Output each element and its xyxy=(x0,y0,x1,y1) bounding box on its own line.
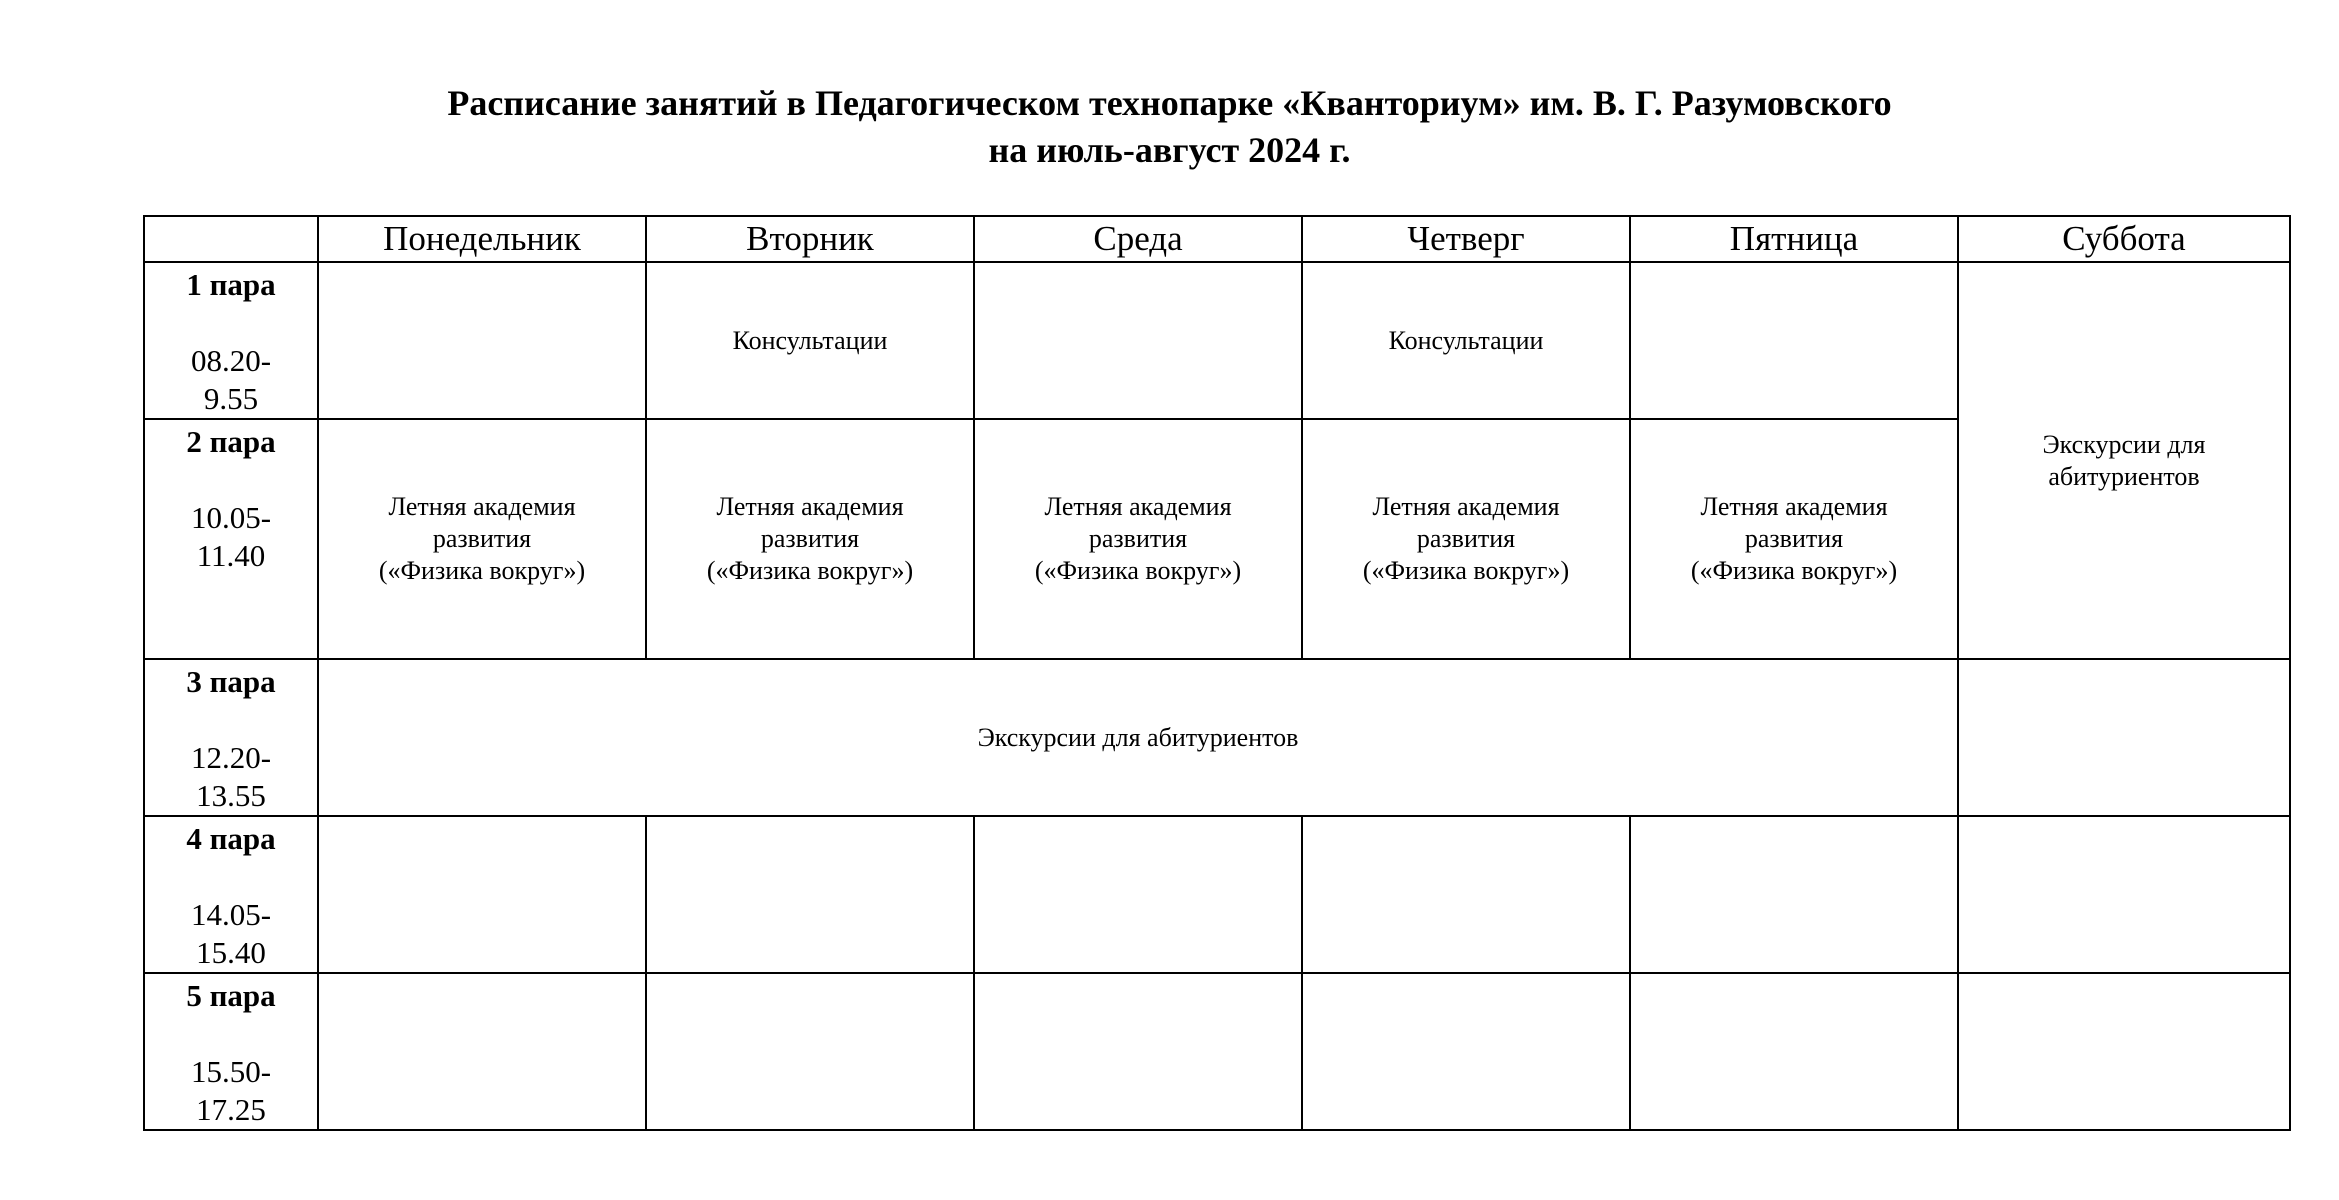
period-name: 3 пара xyxy=(186,664,276,699)
day-header-wednesday: Среда xyxy=(974,216,1302,262)
slot-mon-4 xyxy=(318,816,646,973)
slot-wed-2: Летняя академия развития («Физика вокруг») xyxy=(974,419,1302,659)
period-row-5 xyxy=(144,973,2290,1130)
slot-mon-1 xyxy=(318,262,646,419)
slot-tue-5 xyxy=(646,973,974,1130)
consultation-text: Консультации xyxy=(1388,325,1544,355)
slot-sat-3 xyxy=(1958,659,2290,816)
title-line-1: Расписание занятий в Педагогическом технопарке «Кванториум» им. В. Г. Разумовского xyxy=(447,83,1892,123)
slot-mon-fri-3 xyxy=(318,659,1958,816)
period-row-3 xyxy=(144,659,2290,816)
slot-thu-1 xyxy=(1302,262,1630,419)
header-row xyxy=(144,216,2290,262)
period-name: 1 пара xyxy=(186,267,276,302)
slot-fri-2: Летняя академия развития («Физика вокруг») xyxy=(1630,419,1958,659)
slot-tue-2: Летняя академия развития («Физика вокруг») xyxy=(646,419,974,659)
period-time: 15.50- 17.25 xyxy=(190,1054,272,1127)
period-time: 08.20- 9.55 xyxy=(190,343,272,416)
day-header-thursday: Четверг xyxy=(1302,216,1630,262)
slot-mon-5 xyxy=(318,973,646,1130)
period-name: 5 пара xyxy=(186,978,276,1013)
slot-sat-1-2: Экскурсии для абитуриентов xyxy=(1958,262,2290,659)
slot-wed-4 xyxy=(974,816,1302,973)
slot-thu-4 xyxy=(1302,816,1630,973)
day-header-tuesday: Вторник xyxy=(646,216,974,262)
period-name: 4 пара xyxy=(186,821,276,856)
period-row-4 xyxy=(144,816,2290,973)
day-header-saturday: Суббота xyxy=(1958,216,2290,262)
slot-wed-5 xyxy=(974,973,1302,1130)
slot-tue-1 xyxy=(646,262,974,419)
slot-sat-4 xyxy=(1958,816,2290,973)
period-time: 10.05- 11.40 xyxy=(190,500,272,573)
slot-sat-5 xyxy=(1958,973,2290,1130)
slot-fri-1 xyxy=(1630,262,1958,419)
period-label-1 xyxy=(144,262,318,419)
period-row-1 xyxy=(144,262,2290,419)
period-label-4 xyxy=(144,816,318,973)
schedule-table xyxy=(143,215,2291,1131)
period-time: 14.05- 15.40 xyxy=(190,897,272,970)
slot-fri-4 xyxy=(1630,816,1958,973)
slot-wed-1 xyxy=(974,262,1302,419)
page-title xyxy=(0,80,2339,174)
slot-thu-2: Летняя академия развития («Физика вокруг») xyxy=(1302,419,1630,659)
excursion-text: Экскурсии для абитуриентов xyxy=(977,722,1299,752)
period-label-2 xyxy=(144,419,318,659)
day-header-friday: Пятница xyxy=(1630,216,1958,262)
slot-tue-4 xyxy=(646,816,974,973)
slot-mon-2: Летняя академия развития («Физика вокруг») xyxy=(318,419,646,659)
period-label-3 xyxy=(144,659,318,816)
consultation-text: Консультации xyxy=(732,325,888,355)
title-line-2: на июль-август 2024 г. xyxy=(988,130,1351,170)
period-name: 2 пара xyxy=(186,424,276,459)
slot-thu-5 xyxy=(1302,973,1630,1130)
day-header-monday: Понедельник xyxy=(318,216,646,262)
corner-cell xyxy=(144,216,318,262)
slot-fri-5 xyxy=(1630,973,1958,1130)
period-label-5 xyxy=(144,973,318,1130)
period-time: 12.20- 13.55 xyxy=(190,740,272,813)
